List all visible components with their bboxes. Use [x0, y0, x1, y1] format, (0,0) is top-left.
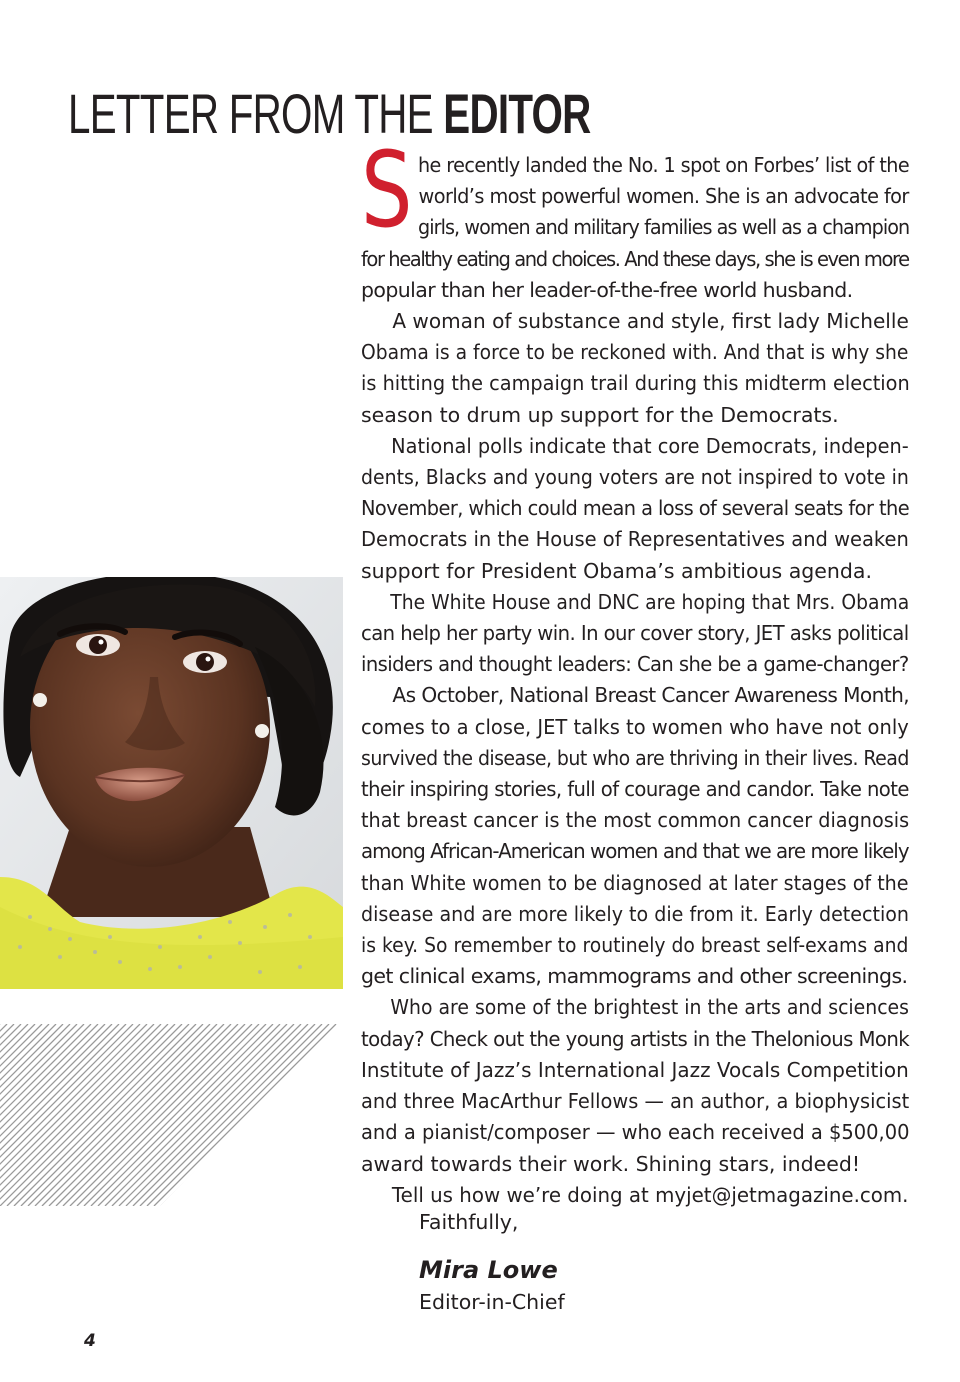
- editor-title: Editor-in-Chief: [419, 1290, 565, 1314]
- paragraph-line: National polls indicate that core Democrats, indepen-: [391, 433, 909, 458]
- paragraph-line: among African-American women and that we are more likely: [361, 839, 909, 864]
- paragraph-7: [361, 1180, 909, 1211]
- paragraph-line: November, which could mean a loss of several seats for the: [361, 496, 910, 521]
- paragraph-line: Institute of Jazz’s International Jazz Vocals Competition: [361, 1057, 909, 1082]
- paragraph-line: season to drum up support for the Democrats.: [361, 402, 839, 427]
- paragraph-line: he recently landed the No. 1 spot on Forbes’ list of the: [417, 153, 910, 177]
- paragraph-6: [361, 992, 909, 1179]
- paragraph-line: Democrats in the House of Representatives and weaken: [361, 527, 909, 552]
- paragraph-line: and three MacArthur Fellows — an author, a biophysicist: [361, 1089, 910, 1114]
- paragraph-line: Obama is a force to be reckoned with. And that is why she: [361, 340, 909, 365]
- paragraph-line: The White House and DNC are hoping that Mrs. Obama: [390, 589, 910, 614]
- paragraph-line: insiders and thought leaders: Can she be a game-changer?: [361, 652, 909, 677]
- paragraph-line: Who are some of the brightest in the arts and sciences: [390, 995, 909, 1020]
- paragraph-line: dents, Blacks and young voters are not inspired to vote in: [361, 465, 909, 490]
- paragraph-line: world’s most powerful women. She is an advocate for: [418, 184, 909, 209]
- paragraph-line: today? Check out the young artists in the Thelonious Monk: [361, 1026, 910, 1051]
- paragraph-2: [361, 306, 909, 431]
- paragraph-line: support for President Obama’s ambitious agenda.: [361, 558, 872, 583]
- paragraph-line: girls, women and military families as well as a champion: [418, 215, 910, 240]
- drop-cap-letter: S: [361, 129, 413, 251]
- paragraph-line: and a pianist/composer — who each received a $500,00: [361, 1120, 910, 1145]
- diagonal-hatch-decoration: [0, 1024, 340, 1206]
- paragraph-line: their inspiring stories, full of courage and candor. Take note: [361, 777, 909, 802]
- paragraph-line: for healthy eating and choices. And these days, she is even more: [361, 246, 909, 271]
- editor-portrait: [0, 577, 343, 989]
- page-number: 4: [84, 1331, 96, 1351]
- paragraph-line: is key. So remember to routinely do breast self-exams and: [361, 933, 909, 958]
- paragraph-3: [361, 431, 909, 587]
- paragraph-1: [361, 150, 909, 306]
- paragraph-line: A woman of substance and style, first lady Michelle: [392, 309, 909, 334]
- paragraph-line: popular than her leader-of-the-free world husband.: [361, 277, 853, 302]
- paragraph-line: award towards their work. Shining stars, indeed!: [361, 1151, 861, 1176]
- paragraph-line: disease and are more likely to die from it. Early detection: [361, 901, 910, 926]
- paragraph-line: comes to a close, JET talks to women who have not only: [361, 714, 909, 739]
- paragraph-line: can help her party win. In our cover story, JET asks political: [361, 621, 909, 646]
- paragraph-line: Tell us how we’re doing at myjet@jetmagazine.com.: [391, 1182, 909, 1207]
- paragraph-line: than White women to be diagnosed at later stages of the: [361, 870, 909, 895]
- closing-salutation: Faithfully,: [419, 1210, 519, 1234]
- page-title-light: LETTER FROM THE: [68, 82, 433, 145]
- paragraph-line: is hitting the campaign trail during this midterm election: [361, 371, 910, 396]
- hatch-pattern: [0, 1024, 340, 1206]
- paragraph-line: that breast cancer is the most common cancer diagnosis: [361, 808, 910, 833]
- editor-portrait-illustration: [0, 577, 343, 989]
- paragraph-4: [361, 587, 909, 681]
- page-title: [68, 82, 591, 146]
- paragraph-5: [361, 680, 909, 992]
- editor-letter-body: [361, 150, 909, 1211]
- paragraph-line: get clinical exams, mammograms and other screenings.: [361, 964, 908, 989]
- editor-name: Mira Lowe: [419, 1256, 558, 1284]
- page-title-bold: EDITOR: [443, 82, 591, 145]
- paragraph-line: As October, National Breast Cancer Awareness Month,: [392, 683, 910, 708]
- paragraph-line: survived the disease, but who are thriving in their lives. Read: [361, 745, 909, 770]
